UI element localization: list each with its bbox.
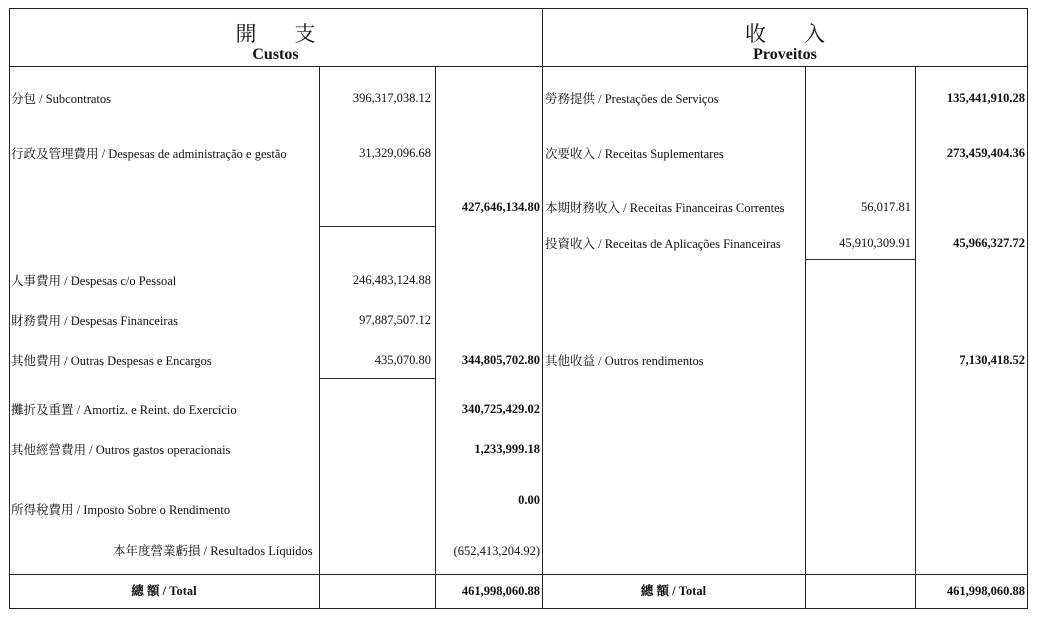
proveitos-grand-total: 461,998,060.88 (946, 584, 1025, 598)
total-row-divider (9, 574, 1028, 575)
custos-col-divider-1 (319, 66, 320, 609)
custos-header-pt: Custos (252, 46, 299, 63)
proveitos-header-cn: 收入 (745, 22, 863, 46)
proveitos-value-aplicacoes: 45,910,309.91 (839, 236, 911, 250)
proveitos-total-label: 總 額 / Total (640, 584, 707, 598)
custos-total-imposto: 0.00 (518, 493, 540, 507)
proveitos-value-fin-correntes: 56,017.81 (861, 200, 911, 214)
custos-label-subcontratos: 分包 / Subcontratos (11, 92, 111, 106)
custos-label-imposto: 所得稅費用 / Imposto Sobre o Rendimento (11, 503, 231, 517)
custos-label-resultados: 本年度營業虧損 / Resultados Líquidos (113, 544, 313, 558)
proveitos-col-divider-2 (915, 66, 916, 609)
custos-subtotal-rule-2 (319, 378, 435, 379)
custos-total-resultados: (652,413,204.92) (453, 544, 540, 558)
custos-header-cn: 開支 (235, 22, 354, 46)
proveitos-subtotal-rule (805, 259, 915, 260)
header-divider (9, 66, 1028, 67)
custos-label-outros-gastos: 其他經營費用 / Outros gastos operacionais (11, 443, 231, 457)
table-frame (9, 8, 1028, 609)
proveitos-header-pt: Proveitos (753, 46, 817, 63)
income-statement-table (9, 8, 1028, 609)
custos-label-pessoal: 人事費用 / Despesas c/o Pessoal (11, 274, 177, 288)
proveitos-total-outros-rend: 7,130,418.52 (959, 353, 1025, 367)
custos-subtotal-2: 344,805,702.80 (461, 353, 540, 367)
custos-grand-total: 461,998,060.88 (461, 584, 540, 598)
custos-total-label: 總 額 / Total (131, 584, 197, 598)
custos-total-amortiz: 340,725,429.02 (461, 402, 540, 416)
custos-label-amortiz: 攤折及重置 / Amortiz. e Reint. do Exercício (11, 403, 237, 417)
custos-value-subcontratos: 396,317,038.12 (352, 91, 431, 105)
custos-total-outros-gastos: 1,233,999.18 (474, 442, 540, 456)
proveitos-label-prestacoes: 勞務提供 / Prestações de Serviços (545, 92, 719, 106)
proveitos-total-aplicacoes: 45,966,327.72 (953, 236, 1025, 250)
custos-col-divider-2 (435, 66, 436, 609)
proveitos-label-outros-rend: 其他收益 / Outros rendimentos (545, 354, 704, 368)
custos-label-admin: 行政及管理費用 / Despesas de administração e gestão (11, 147, 287, 161)
proveitos-label-aplicacoes: 投資收入 / Receitas de Aplicações Financeiras (545, 237, 781, 251)
custos-label-outras: 其他費用 / Outras Despesas e Encargos (11, 354, 212, 368)
proveitos-label-fin-correntes: 本期財務收入 / Receitas Financeiras Correntes (545, 201, 785, 215)
custos-value-admin: 31,329,096.68 (359, 146, 431, 160)
proveitos-total-prestacoes: 135,441,910.28 (946, 91, 1025, 105)
custos-label-financeiras: 財務費用 / Despesas Financeiras (11, 314, 178, 328)
custos-subtotal-rule-1 (319, 226, 435, 227)
center-divider (542, 8, 543, 609)
proveitos-total-suplementares: 273,459,404.36 (946, 146, 1025, 160)
custos-value-outras: 435,070.80 (374, 353, 431, 367)
proveitos-label-suplementares: 次要收入 / Receitas Suplementares (545, 147, 724, 161)
custos-value-financeiras: 97,887,507.12 (359, 313, 431, 327)
custos-value-pessoal: 246,483,124.88 (352, 273, 431, 287)
proveitos-col-divider-1 (805, 66, 806, 609)
custos-subtotal-1: 427,646,134.80 (461, 200, 540, 214)
